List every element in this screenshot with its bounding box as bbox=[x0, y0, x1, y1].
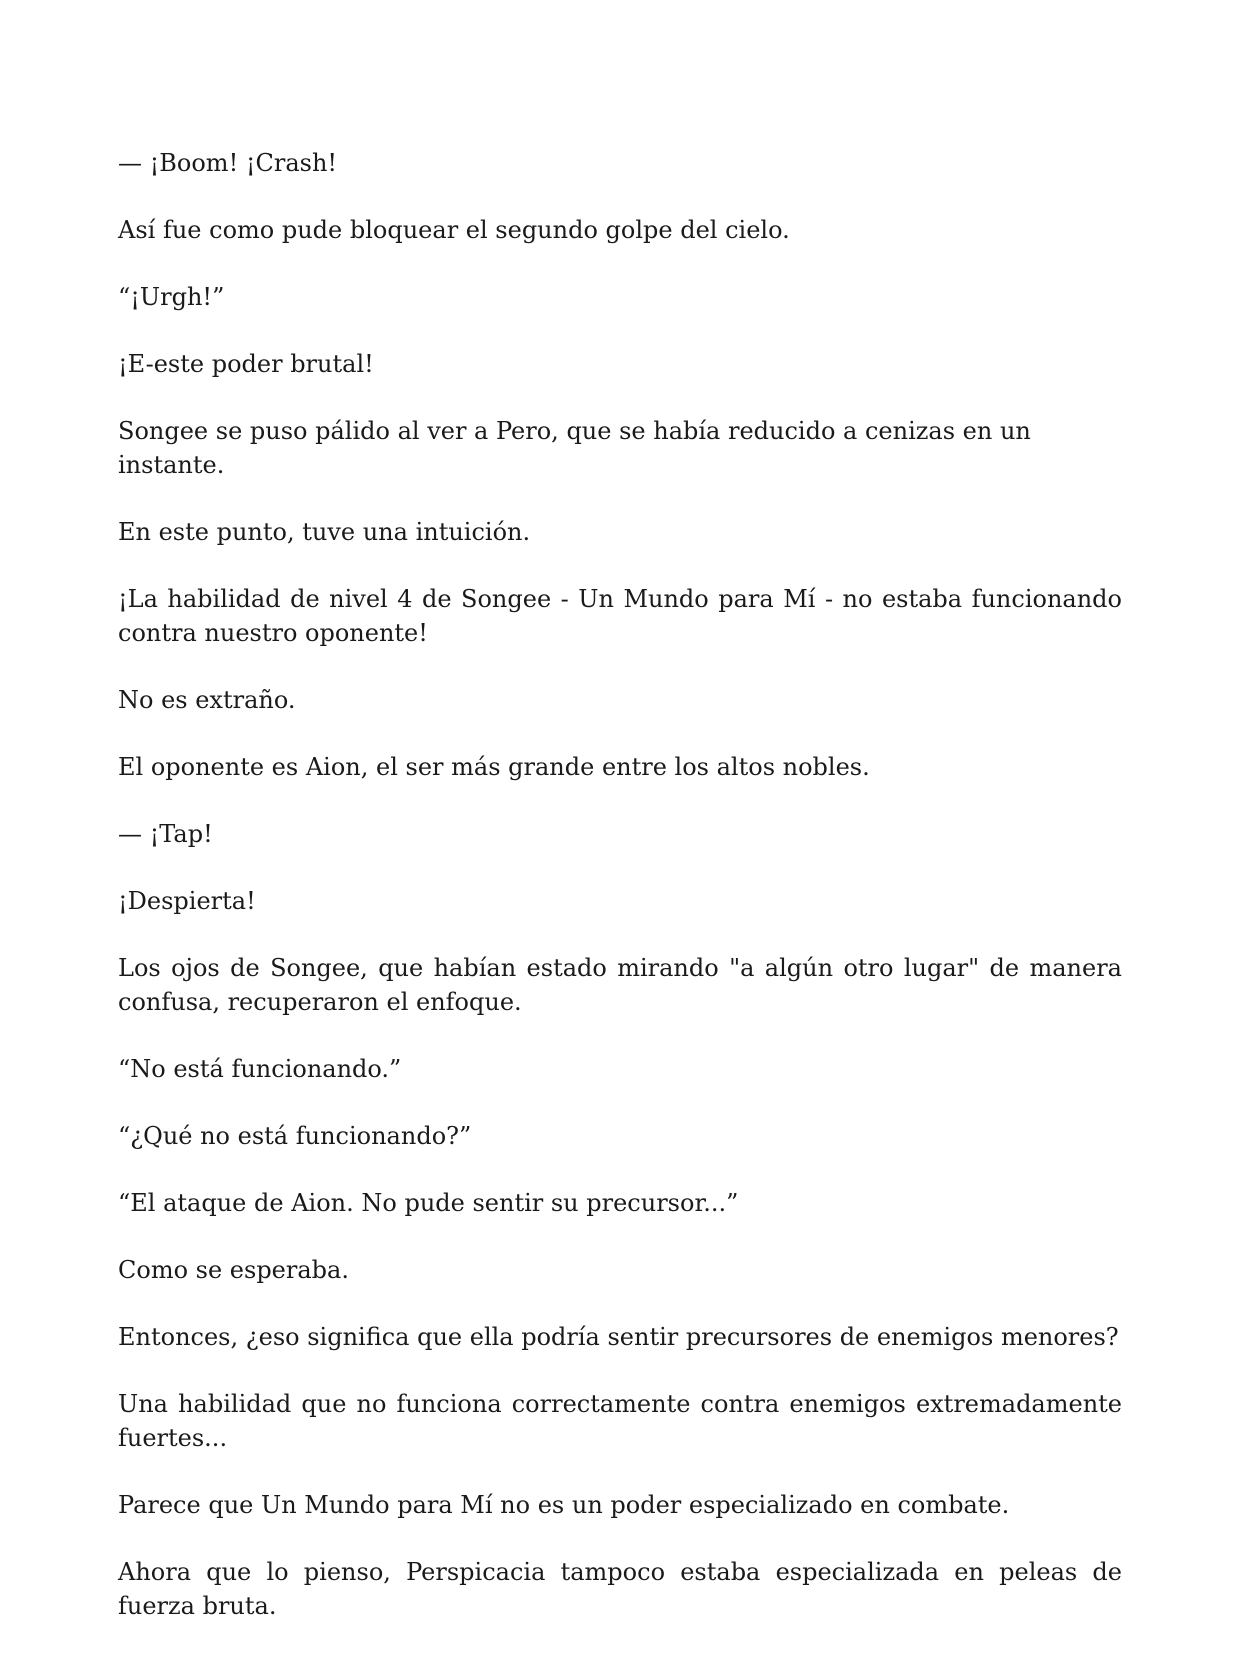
paragraph-17: Entonces, ¿eso significa que ella podría sentir precursores de enemigos menores? bbox=[118, 1323, 1119, 1351]
paragraph-4: ¡E-este poder brutal! bbox=[118, 350, 374, 378]
paragraph-16: Como se esperaba. bbox=[118, 1256, 349, 1284]
paragraph-3: “¡Urgh!” bbox=[118, 283, 225, 311]
paragraph-12: Los ojos de Songee, que habían estado mirando "a algún otro lugar" de manera confusa, recuperaron el enfoque. bbox=[118, 954, 1122, 1016]
paragraph-20: Ahora que lo pienso, Perspicacia tampoco estaba especializada en peleas de fuerza bruta. bbox=[118, 1558, 1122, 1620]
paragraph-1: — ¡Boom! ¡Crash! bbox=[118, 149, 338, 177]
paragraph-2: Así fue como pude bloquear el segundo golpe del cielo. bbox=[118, 216, 790, 244]
paragraph-18: Una habilidad que no funciona correctamente contra enemigos extremadamente fuertes... bbox=[118, 1390, 1122, 1452]
paragraph-9: El oponente es Aion, el ser más grande entre los altos nobles. bbox=[118, 753, 870, 781]
paragraph-14: “¿Qué no está funcionando?” bbox=[118, 1122, 472, 1150]
paragraph-10: — ¡Tap! bbox=[118, 820, 213, 848]
paragraph-11: ¡Despierta! bbox=[118, 887, 256, 915]
paragraph-15: “El ataque de Aion. No pude sentir su precursor...” bbox=[118, 1189, 739, 1217]
paragraph-7: ¡La habilidad de nivel 4 de Songee - Un Mundo para Mí - no estaba funcionando contra nuestro oponente! bbox=[118, 585, 1122, 647]
paragraph-6: En este punto, tuve una intuición. bbox=[118, 518, 531, 546]
paragraph-5: Songee se puso pálido al ver a Pero, que se había reducido a cenizas en un instante. bbox=[118, 417, 1031, 479]
paragraph-13: “No está funcionando.” bbox=[118, 1055, 402, 1083]
paragraph-19: Parece que Un Mundo para Mí no es un poder especializado en combate. bbox=[118, 1491, 1010, 1519]
paragraph-8: No es extraño. bbox=[118, 686, 296, 714]
document-page bbox=[118, 146, 1122, 1656]
